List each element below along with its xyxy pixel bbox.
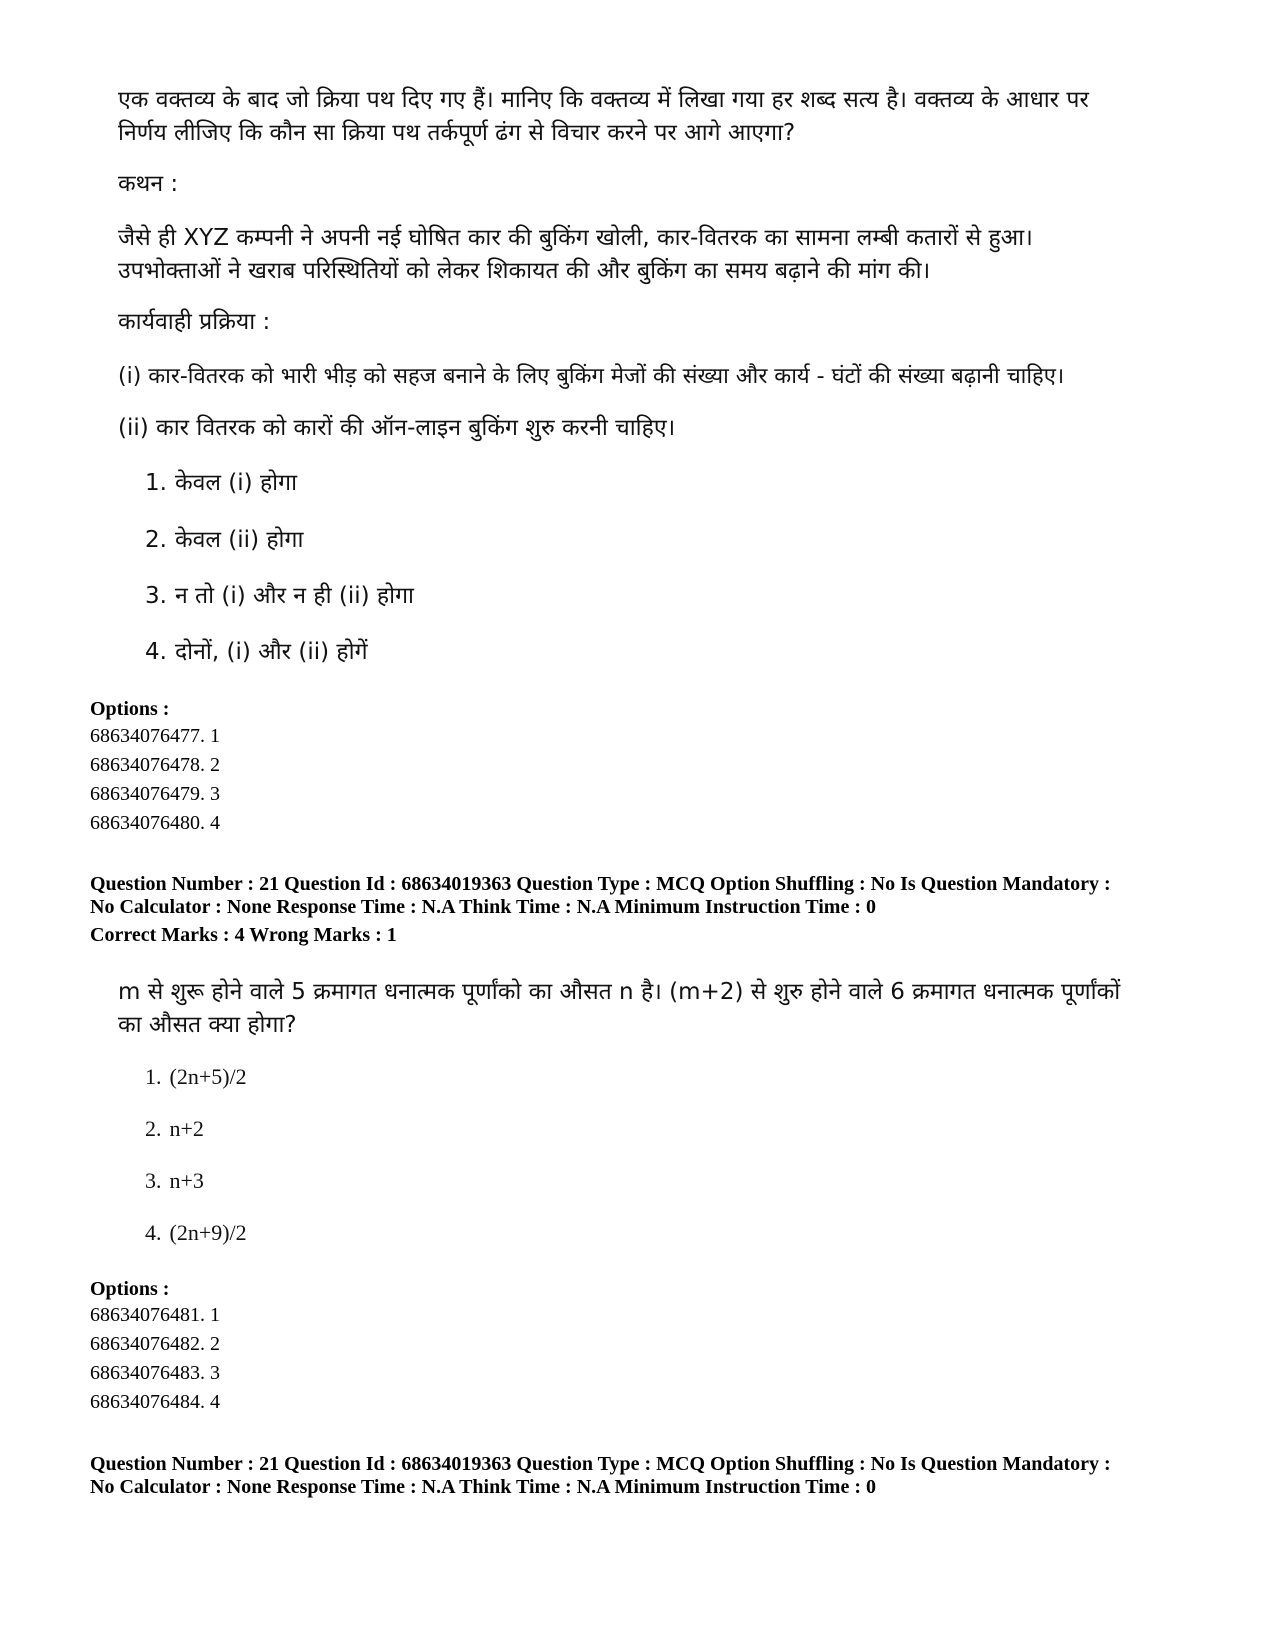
choice-number: 3. — [145, 1168, 162, 1193]
next-question-meta-line2: No Calculator : None Response Time : N.A Think Time : N.A Minimum Instruction Time : 0 — [90, 1476, 876, 1498]
action-i: (i) कार-वितरक को भारी भीड़ को सहज बनाने के लिए बुकिंग मेजों की संख्या और कार्य - घंटों की संख्या बढ़ानी चाहिए। — [118, 364, 1065, 389]
choice-text: दोनों, (i) और (ii) होगें — [174, 639, 368, 665]
choice-number: 4. — [145, 1220, 162, 1245]
choice-number: 2. — [145, 1116, 162, 1141]
choice-text: न तो (i) और न ही (ii) होगा — [174, 583, 414, 609]
choice-number: 1. — [145, 1064, 162, 1089]
next-question-meta-line1: Question Number : 21 Question Id : 68634019363 Question Type : MCQ Option Shuffling : No Is Question Mandatory : — [90, 1453, 1111, 1475]
choice-number: 4. — [145, 639, 167, 665]
question-meta-line2: No Calculator : None Response Time : N.A Think Time : N.A Minimum Instruction Time : 0 — [90, 896, 876, 918]
option-id: 68634076480. 4 — [90, 812, 220, 834]
choice-text: n+3 — [169, 1168, 204, 1193]
choice-3 — [145, 1166, 204, 1196]
options-label: Options : — [90, 1278, 170, 1300]
choice-2 — [145, 525, 303, 555]
question-intro: एक वक्तव्य के बाद जो क्रिया पथ दिए गए हैं। मानिए कि वक्तव्य में लिखा गया हर शब्द सत्य है। वक्तव्य के आधार पर निर्णय लीजिए कि कौन सा क्रिया पथ तर्कपूर्ण ढंग से विचार करने पर आगे आएगा? — [118, 87, 1089, 146]
choice-2 — [145, 1114, 204, 1144]
choice-4 — [145, 1218, 247, 1248]
options-list — [90, 1301, 220, 1417]
option-id: 68634076478. 2 — [90, 754, 220, 776]
option-id: 68634076484. 4 — [90, 1391, 220, 1413]
question-text: m से शुरू होने वाले 5 क्रमागत धनात्मक पूर्णांको का औसत n है। (m+2) से शुरु होने वाले 6 क्रमागत धनात्मक पूर्णांकों का औसत क्या होगा? — [118, 979, 1121, 1038]
action-ii: (ii) कार वितरक को कारों की ऑन-लाइन बुकिंग शुरु करनी चाहिए। — [118, 415, 676, 441]
question-marks: Correct Marks : 4 Wrong Marks : 1 — [90, 924, 397, 946]
choice-text: (2n+5)/2 — [169, 1064, 247, 1089]
choice-1 — [145, 468, 297, 498]
option-id: 68634076482. 2 — [90, 1333, 220, 1355]
statement-label: कथन : — [118, 171, 179, 197]
choice-3 — [145, 581, 414, 611]
choice-text: केवल (ii) होगा — [174, 527, 304, 553]
choice-number: 3. — [145, 583, 167, 609]
choice-text: n+2 — [169, 1116, 204, 1141]
choice-number: 1. — [145, 470, 167, 496]
action-label: कार्यवाही प्रक्रिया : — [118, 309, 271, 335]
options-label: Options : — [90, 698, 170, 720]
option-id: 68634076479. 3 — [90, 783, 220, 805]
choice-1 — [145, 1062, 247, 1092]
choice-text: (2n+9)/2 — [169, 1220, 247, 1245]
choice-number: 2. — [145, 527, 167, 553]
option-id: 68634076477. 1 — [90, 725, 220, 747]
choice-4 — [145, 637, 368, 667]
statement-text: जैसे ही XYZ कम्पनी ने अपनी नई घोषित कार की बुकिंग खोली, कार-वितरक का सामना लम्बी कतारों से हुआ। उपभोक्ताओं ने खराब परिस्थितियों को लेकर शिकायत की और बुकिंग का समय बढ़ाने की मांग की। — [118, 225, 1033, 284]
options-list — [90, 722, 220, 838]
choice-text: केवल (i) होगा — [174, 470, 298, 496]
option-id: 68634076481. 1 — [90, 1304, 220, 1326]
option-id: 68634076483. 3 — [90, 1362, 220, 1384]
question-meta-line1: Question Number : 21 Question Id : 68634019363 Question Type : MCQ Option Shuffling : No Is Question Mandatory : — [90, 873, 1111, 895]
